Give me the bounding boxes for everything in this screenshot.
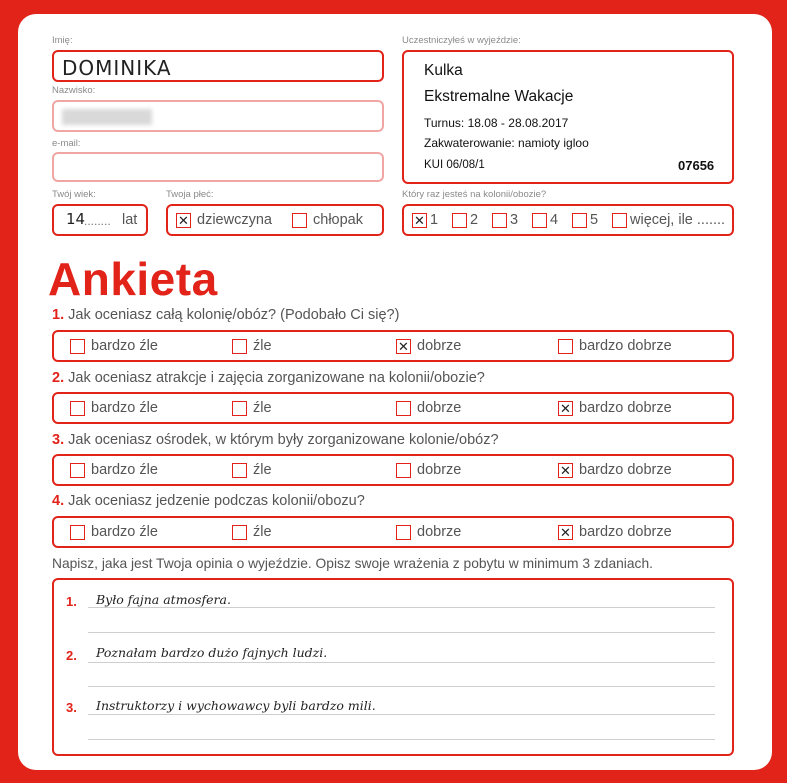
trip-code: KUI 06/08/1 xyxy=(424,159,485,171)
times-option-1[interactable] xyxy=(412,212,438,228)
rating-dobrze[interactable] xyxy=(396,462,461,478)
question-2 xyxy=(52,370,485,386)
option-label: dziewczyna xyxy=(197,212,272,228)
answer-3: Instruktorzy i wychowawcy byli bardzo mili. xyxy=(96,698,376,713)
rating-bardzo-zle[interactable] xyxy=(70,524,158,540)
question-text: Jak oceniasz ośrodek, w którym były zorganizowane kolonie/obóz? xyxy=(68,432,499,448)
answer-number: 3. xyxy=(66,700,77,715)
option-label: bardzo źle xyxy=(91,338,158,354)
email-label: e-mail: xyxy=(52,138,81,149)
trip-org: Kulka xyxy=(424,62,463,79)
checkbox[interactable] xyxy=(232,525,247,540)
option-label: chłopak xyxy=(313,212,363,228)
option-label: bardzo źle xyxy=(91,400,158,416)
checkbox[interactable] xyxy=(70,525,85,540)
opinion-prompt: Napisz, jaka jest Twoja opinia o wyjeździe. Opisz swoje wrażenia z pobytu w minimum 3 zdaniach. xyxy=(52,556,653,571)
surname-label: Nazwisko: xyxy=(52,85,96,96)
rating-bardzo-zle[interactable] xyxy=(70,462,158,478)
option-label: bardzo źle xyxy=(91,524,158,540)
checkbox[interactable] xyxy=(70,401,85,416)
age-label: Twój wiek: xyxy=(52,189,96,200)
trip-label: Uczestniczyłeś w wyjeździe: xyxy=(402,35,521,46)
writing-line xyxy=(88,739,715,740)
trip-number: 07656 xyxy=(678,158,715,173)
surname-field[interactable] xyxy=(52,100,384,132)
times-field xyxy=(402,204,734,236)
checkbox[interactable] xyxy=(232,463,247,478)
trip-box xyxy=(402,50,734,184)
writing-line xyxy=(88,686,715,687)
surname-redacted xyxy=(62,109,152,125)
answer-number: 1. xyxy=(66,594,77,609)
checkbox[interactable] xyxy=(396,525,411,540)
question-text: Jak oceniasz atrakcje i zajęcia zorganizowane na kolonii/obozie? xyxy=(68,370,485,386)
option-label: 5 xyxy=(590,212,599,228)
question-number: 2. xyxy=(52,370,65,386)
rating-bardzo-dobrze[interactable] xyxy=(558,338,672,354)
writing-line xyxy=(88,662,715,663)
checkbox[interactable] xyxy=(70,463,85,478)
option-label: bardzo dobrze xyxy=(579,338,672,354)
question-4 xyxy=(52,493,365,509)
rating-zle[interactable] xyxy=(232,524,272,540)
rating-row-1 xyxy=(52,330,734,362)
checkbox[interactable] xyxy=(396,401,411,416)
rating-bardzo-dobrze[interactable] xyxy=(558,524,672,540)
rating-bardzo-dobrze[interactable] xyxy=(558,462,672,478)
answer-2: Poznałam bardzo dużo fajnych ludzi. xyxy=(96,645,328,660)
age-value: 14 xyxy=(66,210,86,228)
rating-dobrze[interactable] xyxy=(396,524,461,540)
question-number: 3. xyxy=(52,432,65,448)
option-label: bardzo źle xyxy=(91,462,158,478)
writing-line xyxy=(88,714,715,715)
checkbox[interactable] xyxy=(232,339,247,354)
gender-option-male[interactable] xyxy=(292,212,363,228)
checkbox[interactable] xyxy=(396,339,411,354)
checkbox[interactable] xyxy=(396,463,411,478)
name-field[interactable] xyxy=(52,50,384,82)
gender-field xyxy=(166,204,384,236)
checkbox[interactable] xyxy=(558,525,573,540)
question-text: Jak oceniasz jedzenie podczas kolonii/obozu? xyxy=(68,493,365,509)
checkbox[interactable] xyxy=(292,213,307,228)
checkbox[interactable] xyxy=(532,213,547,228)
option-label: dobrze xyxy=(417,462,462,478)
rating-zle[interactable] xyxy=(232,462,272,478)
option-label: dobrze xyxy=(417,524,462,540)
checkbox[interactable] xyxy=(612,213,627,228)
rating-bardzo-zle[interactable] xyxy=(70,400,158,416)
trip-accommodation: Zakwaterowanie: namioty igloo xyxy=(424,136,589,150)
question-text: Jak oceniasz całą kolonię/obóz? (Podobało Ci się?) xyxy=(68,307,400,323)
checkbox[interactable] xyxy=(572,213,587,228)
times-label: Który raz jesteś na kolonii/obozie? xyxy=(402,189,547,200)
rating-dobrze[interactable] xyxy=(396,338,461,354)
question-3 xyxy=(52,432,499,448)
times-option-5[interactable] xyxy=(572,212,598,228)
survey-title: Ankieta xyxy=(48,253,218,305)
option-label: więcej, ile ....... xyxy=(630,212,726,228)
option-label: 4 xyxy=(550,212,559,228)
option-label: dobrze xyxy=(417,400,462,416)
age-unit: lat xyxy=(122,212,138,228)
email-field[interactable] xyxy=(52,152,384,182)
option-label: 3 xyxy=(510,212,519,228)
name-label: Imię: xyxy=(52,35,73,46)
option-label: źle xyxy=(253,524,272,540)
answer-number: 2. xyxy=(66,648,77,663)
rating-row-4 xyxy=(52,516,734,548)
name-value: DOMINIKA xyxy=(62,56,172,80)
option-label: dobrze xyxy=(417,338,462,354)
checkbox[interactable] xyxy=(558,401,573,416)
trip-program: Ekstremalne Wakacje xyxy=(424,88,574,105)
checkbox[interactable] xyxy=(452,213,467,228)
answer-1: Było fajna atmosfera. xyxy=(96,592,231,607)
option-label: źle xyxy=(253,400,272,416)
rating-bardzo-dobrze[interactable] xyxy=(558,400,672,416)
option-label: bardzo dobrze xyxy=(579,462,672,478)
writing-line xyxy=(88,607,715,608)
gender-label: Twoja płeć: xyxy=(166,189,214,200)
times-option-3[interactable] xyxy=(492,212,518,228)
rating-dobrze[interactable] xyxy=(396,400,461,416)
times-option-more[interactable] xyxy=(612,212,725,228)
option-label: 2 xyxy=(470,212,479,228)
question-number: 1. xyxy=(52,307,65,323)
checkbox[interactable] xyxy=(558,339,573,354)
rating-zle[interactable] xyxy=(232,400,272,416)
checkbox[interactable] xyxy=(558,463,573,478)
checkbox[interactable] xyxy=(70,339,85,354)
rating-row-3 xyxy=(52,454,734,486)
question-1 xyxy=(52,307,399,323)
writing-line xyxy=(88,632,715,633)
checkbox[interactable] xyxy=(176,213,191,228)
checkbox[interactable] xyxy=(412,213,427,228)
age-dots: ........ xyxy=(84,214,111,228)
option-label: bardzo dobrze xyxy=(579,524,672,540)
option-label: źle xyxy=(253,338,272,354)
question-number: 4. xyxy=(52,493,65,509)
option-label: 1 xyxy=(430,212,439,228)
checkbox[interactable] xyxy=(492,213,507,228)
option-label: źle xyxy=(253,462,272,478)
rating-bardzo-zle[interactable] xyxy=(70,338,158,354)
checkbox[interactable] xyxy=(232,401,247,416)
age-field[interactable] xyxy=(52,204,148,236)
option-label: bardzo dobrze xyxy=(579,400,672,416)
trip-turnus: Turnus: 18.08 - 28.08.2017 xyxy=(424,116,569,130)
rating-row-2 xyxy=(52,392,734,424)
rating-zle[interactable] xyxy=(232,338,272,354)
gender-option-female[interactable] xyxy=(176,212,272,228)
times-option-4[interactable] xyxy=(532,212,558,228)
times-option-2[interactable] xyxy=(452,212,478,228)
